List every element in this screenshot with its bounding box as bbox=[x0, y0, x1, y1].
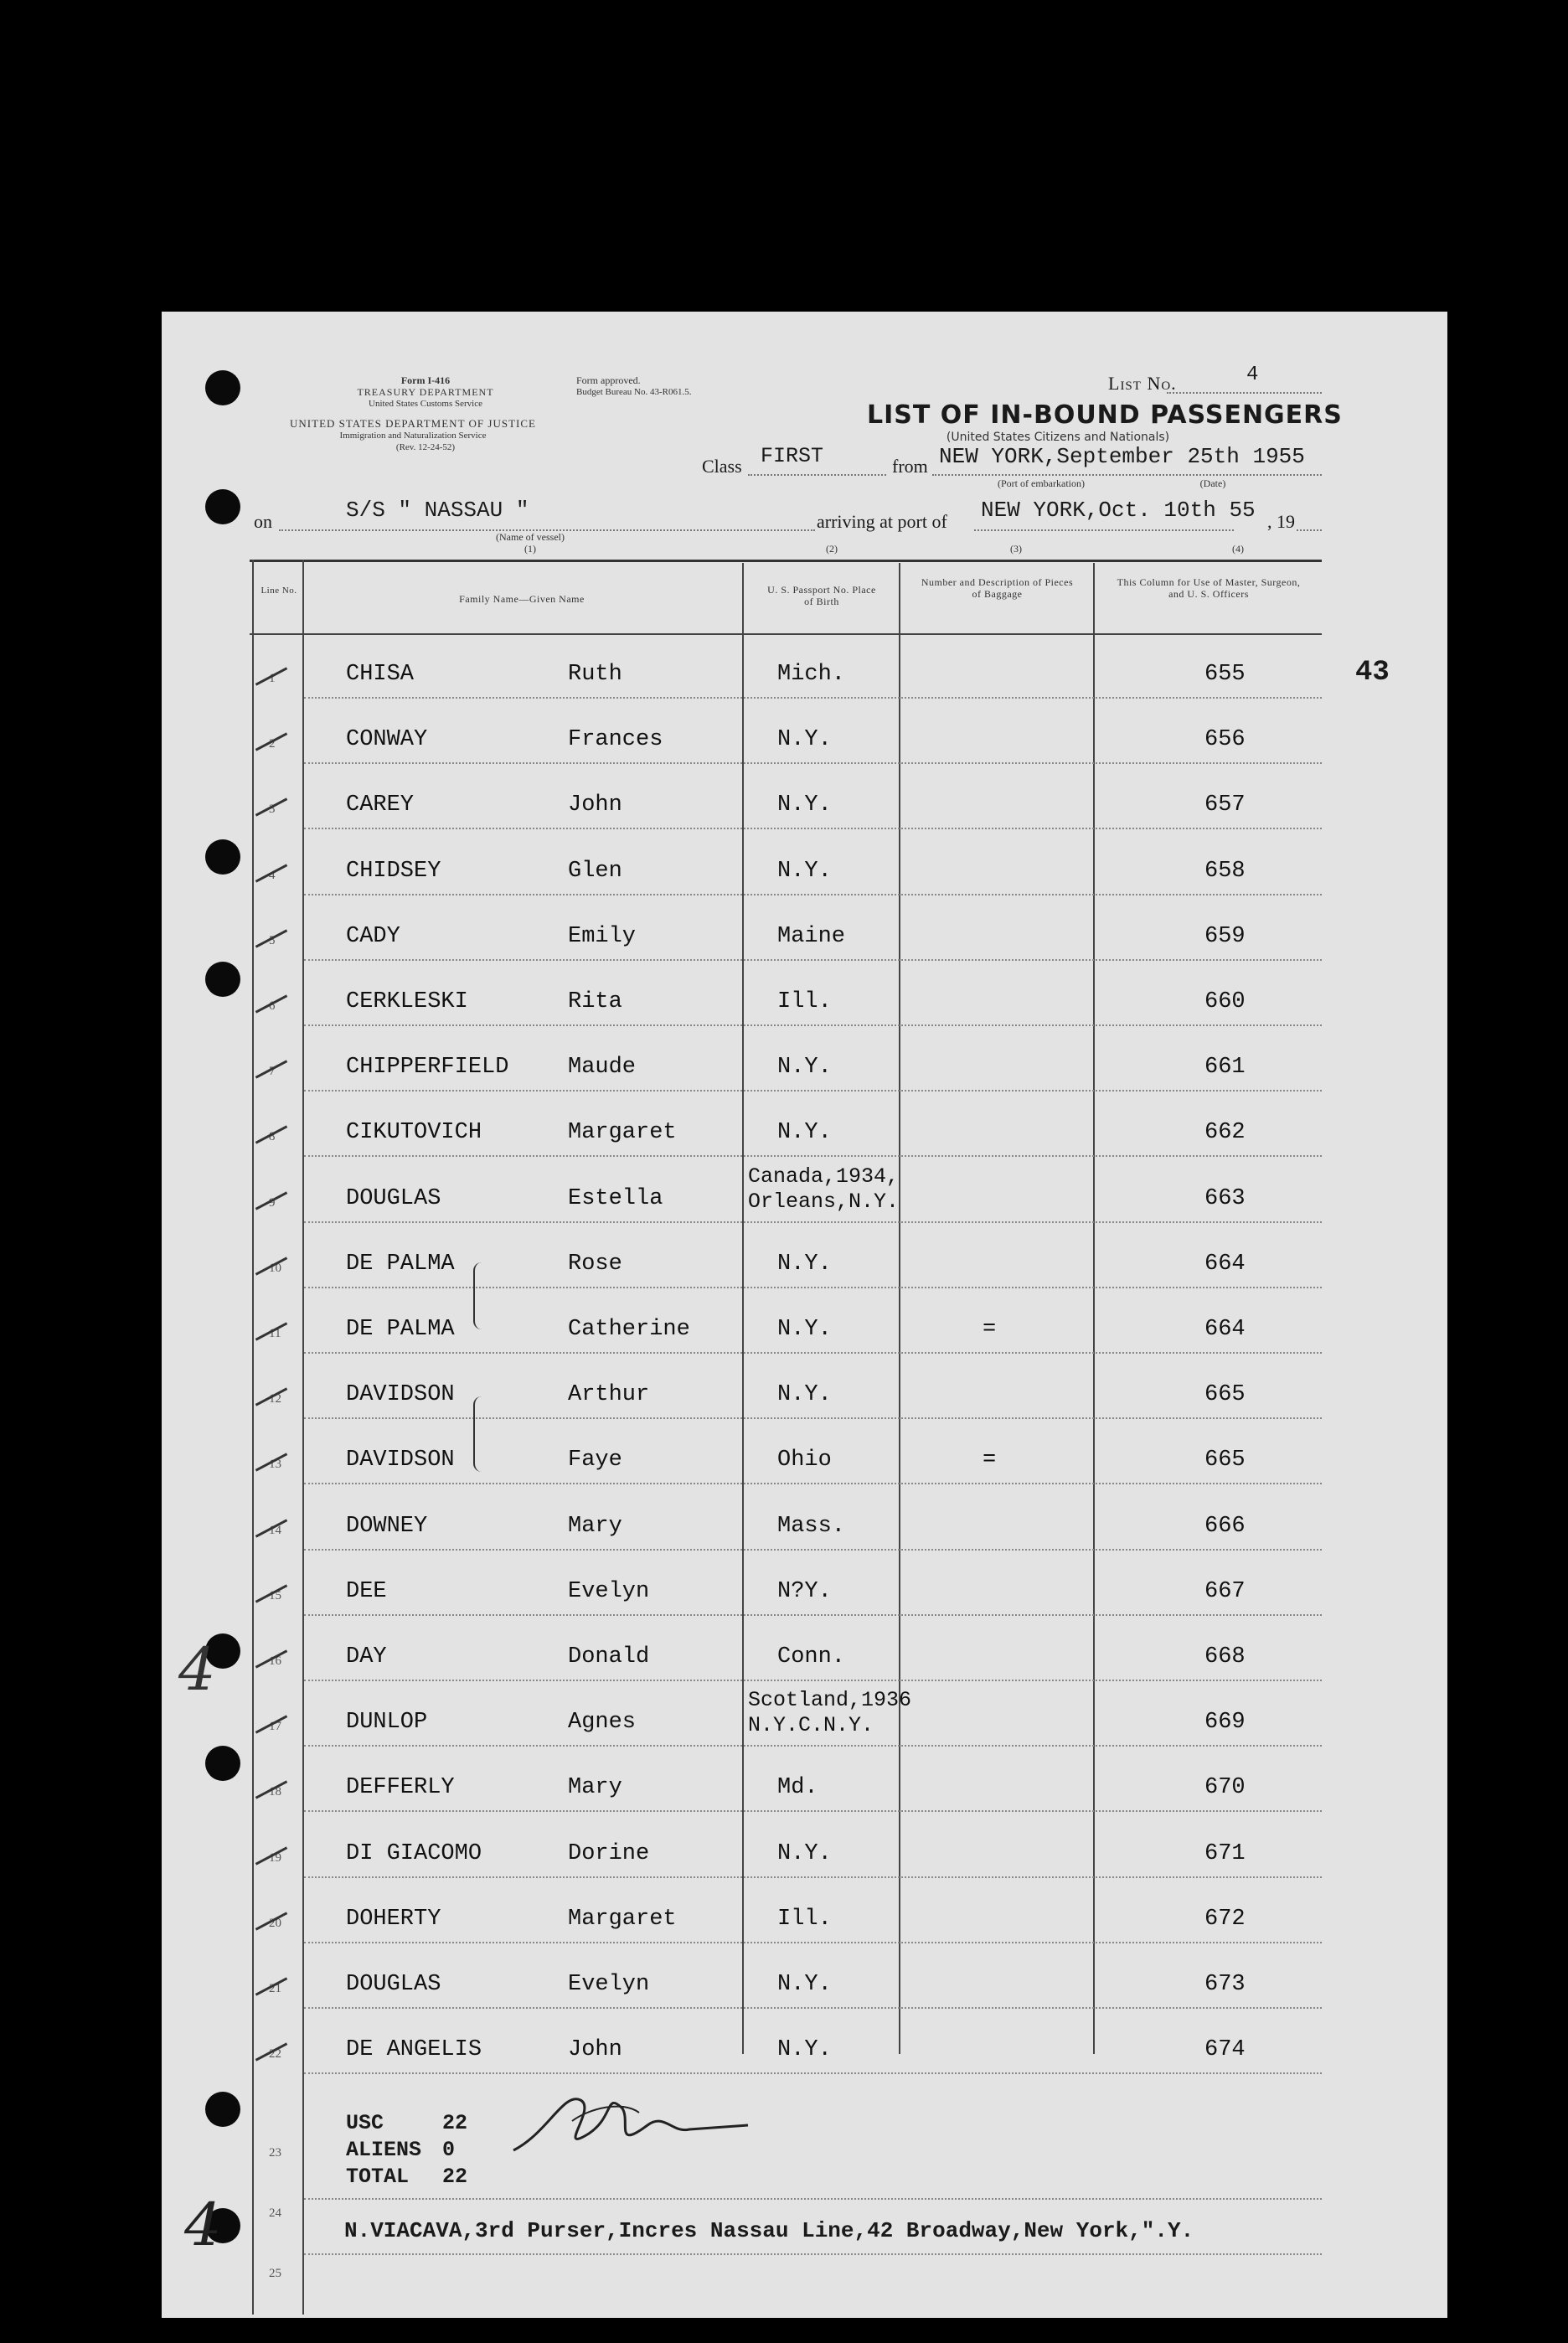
birth-place: N.Y. bbox=[777, 1317, 832, 1342]
total-label: TOTAL bbox=[346, 2165, 410, 2189]
line-number: 13 bbox=[269, 1458, 281, 1472]
treasury-dept: TREASURY DEPARTMENT bbox=[357, 386, 494, 398]
line-number: 2 bbox=[269, 737, 276, 751]
class-line bbox=[748, 474, 886, 476]
family-name: CHIPPERFIELD bbox=[346, 1055, 509, 1081]
given-name: Evelyn bbox=[568, 1972, 650, 1997]
given-name: Mary bbox=[568, 1775, 622, 1801]
officer-number: 661 bbox=[1204, 1055, 1246, 1081]
birth-place: N.Y. bbox=[777, 1972, 832, 1997]
baggage: = bbox=[983, 1317, 997, 1342]
officer-number: 674 bbox=[1204, 2037, 1246, 2063]
birth-place: Canada,1934, Orleans,N.Y. bbox=[748, 1164, 900, 1214]
birth-place: Md. bbox=[777, 1775, 818, 1801]
given-name: Rita bbox=[568, 989, 622, 1014]
line-number: 12 bbox=[269, 1392, 281, 1406]
line-number: 16 bbox=[269, 1654, 281, 1668]
officer-number: 655 bbox=[1204, 662, 1246, 687]
line-number: 7 bbox=[269, 1065, 276, 1079]
given-name: Dorine bbox=[568, 1840, 650, 1866]
line-number: 23 bbox=[269, 2146, 281, 2160]
arrival-value: NEW YORK,Oct. 10th 55 bbox=[981, 498, 1256, 523]
given-name: John bbox=[568, 792, 622, 818]
given-name: John bbox=[568, 2037, 622, 2063]
officer-number: 664 bbox=[1204, 1251, 1246, 1277]
table-row bbox=[162, 1288, 1447, 1354]
family-name: DE PALMA bbox=[346, 1251, 455, 1277]
margin-note: 43 bbox=[1355, 657, 1390, 689]
given-name: Frances bbox=[568, 727, 663, 753]
birth-place: N.Y. bbox=[777, 1251, 832, 1277]
class-label: Class bbox=[702, 456, 742, 477]
birth-place: Conn. bbox=[777, 1644, 846, 1670]
manifest-sheet bbox=[162, 312, 1447, 2318]
given-name: Margaret bbox=[568, 1120, 677, 1146]
family-name: DAVIDSON bbox=[346, 1448, 455, 1473]
family-name: CAREY bbox=[346, 792, 415, 818]
officer-number: 670 bbox=[1204, 1775, 1246, 1801]
from-line bbox=[932, 474, 1322, 476]
table-row bbox=[162, 764, 1447, 829]
birth-place: Ohio bbox=[777, 1448, 832, 1473]
family-name: DOHERTY bbox=[346, 1906, 441, 1932]
given-name: Agnes bbox=[568, 1710, 637, 1736]
officer-number: 673 bbox=[1204, 1972, 1246, 1997]
line-number: 24 bbox=[269, 2206, 281, 2220]
table-row bbox=[162, 633, 1447, 699]
usc-label: USC bbox=[346, 2111, 384, 2135]
officer-number: 672 bbox=[1204, 1906, 1246, 1932]
line-number: 1 bbox=[269, 672, 276, 685]
table-row bbox=[162, 2009, 1447, 2074]
table-row bbox=[162, 961, 1447, 1026]
customs-service: United States Customs Service bbox=[369, 399, 482, 409]
table-row bbox=[162, 830, 1447, 895]
family-bracket bbox=[473, 1262, 483, 1329]
line-number: 19 bbox=[269, 1850, 281, 1865]
officer-number: 671 bbox=[1204, 1840, 1246, 1866]
officer-number: 658 bbox=[1204, 858, 1246, 884]
birth-place: N.Y. bbox=[777, 1120, 832, 1146]
line-number: 9 bbox=[269, 1195, 276, 1210]
officer-number: 665 bbox=[1204, 1448, 1246, 1473]
family-name: CERKLESKI bbox=[346, 989, 468, 1014]
family-name: DE PALMA bbox=[346, 1317, 455, 1342]
port-embark-label: (Port of embarkation) bbox=[998, 477, 1085, 489]
family-bracket bbox=[473, 1396, 483, 1472]
line-number: 15 bbox=[269, 1588, 281, 1602]
given-name: Estella bbox=[568, 1185, 663, 1211]
family-name: DAY bbox=[346, 1644, 387, 1670]
line-number: 6 bbox=[269, 999, 276, 1013]
aliens-value: 0 bbox=[442, 2138, 456, 2162]
line-number: 11 bbox=[269, 1327, 281, 1340]
line-number: 5 bbox=[269, 933, 276, 947]
given-name: Emily bbox=[568, 923, 637, 949]
table-row bbox=[162, 1485, 1447, 1551]
family-name: CHIDSEY bbox=[346, 858, 441, 884]
birth-place: N.Y. bbox=[777, 792, 832, 818]
arrival-line bbox=[974, 529, 1234, 531]
usc-value: 22 bbox=[442, 2111, 468, 2135]
table-row bbox=[162, 1616, 1447, 1681]
total-value: 22 bbox=[442, 2165, 468, 2189]
on-label: on bbox=[254, 511, 272, 532]
punch-hole bbox=[205, 489, 240, 524]
from-label: from bbox=[892, 456, 928, 477]
vessel-label: (Name of vessel) bbox=[496, 531, 565, 543]
family-name: CIKUTOVICH bbox=[346, 1120, 482, 1146]
officer-number: 657 bbox=[1204, 792, 1246, 818]
given-name: Glen bbox=[568, 858, 622, 884]
line-number: 17 bbox=[269, 1720, 281, 1734]
row-rule bbox=[304, 2198, 1322, 2200]
column-num-4: (4) bbox=[1232, 543, 1244, 555]
table-row bbox=[162, 1419, 1447, 1484]
budget-bureau: Budget Bureau No. 43-R061.5. bbox=[576, 387, 692, 397]
officer-number: 662 bbox=[1204, 1120, 1246, 1146]
arriving-label: arriving at port of bbox=[817, 511, 947, 532]
table-row bbox=[162, 1813, 1447, 1878]
family-name: DAVIDSON bbox=[346, 1382, 455, 1408]
table-row bbox=[162, 1747, 1447, 1812]
family-name: DI GIACOMO bbox=[346, 1840, 482, 1866]
line-number: 8 bbox=[269, 1130, 276, 1144]
list-no-line bbox=[1167, 392, 1322, 394]
family-name: DOWNEY bbox=[346, 1513, 428, 1539]
given-name: Mary bbox=[568, 1513, 622, 1539]
list-no-value: 4 bbox=[1246, 364, 1259, 386]
birth-place: Maine bbox=[777, 923, 846, 949]
officer-number: 663 bbox=[1204, 1185, 1246, 1211]
line-number: 18 bbox=[269, 1785, 281, 1799]
officer-number: 666 bbox=[1204, 1513, 1246, 1539]
punch-hole bbox=[205, 370, 240, 405]
officer-number: 669 bbox=[1204, 1710, 1246, 1736]
col-header-passport: U. S. Passport No. Place of Birth bbox=[767, 584, 876, 607]
line-number: 21 bbox=[269, 1982, 281, 1995]
table-row bbox=[162, 1354, 1447, 1419]
ins-service: Immigration and Naturalization Service bbox=[339, 431, 487, 441]
list-no-label: List No. bbox=[1108, 373, 1177, 394]
table-row bbox=[162, 699, 1447, 764]
birth-place: Ill. bbox=[777, 1906, 832, 1932]
given-name: Rose bbox=[568, 1251, 622, 1277]
revision: (Rev. 12-24-52) bbox=[395, 442, 456, 452]
column-num-2: (2) bbox=[826, 543, 838, 555]
page-title: LIST OF IN-BOUND PASSENGERS bbox=[867, 400, 1343, 430]
column-num-3: (3) bbox=[1010, 543, 1022, 555]
class-value: FIRST bbox=[761, 444, 824, 468]
given-name: Catherine bbox=[568, 1317, 690, 1342]
aliens-label: ALIENS bbox=[346, 2138, 422, 2162]
line-number: 22 bbox=[269, 2047, 281, 2062]
year-line bbox=[1297, 529, 1322, 531]
birth-place: Scotland,1936 N.Y.C.N.Y. bbox=[748, 1688, 912, 1738]
purser-signature-line: N.VIACAVA,3rd Purser,Incres Nassau Line,42 Broadway,New York,".Y. bbox=[344, 2218, 1194, 2243]
birth-place: N.Y. bbox=[777, 727, 832, 753]
family-name: DEE bbox=[346, 1578, 387, 1604]
table-row bbox=[162, 1878, 1447, 1943]
officer-number: 664 bbox=[1204, 1317, 1246, 1342]
justice-dept: UNITED STATES DEPARTMENT OF JUSTICE bbox=[290, 417, 536, 430]
family-name: DEFFERLY bbox=[346, 1775, 455, 1801]
table-row bbox=[162, 1223, 1447, 1288]
officer-number: 665 bbox=[1204, 1382, 1246, 1408]
table-top-border bbox=[250, 560, 1322, 562]
line-number: 20 bbox=[269, 1916, 281, 1930]
column-num-1: (1) bbox=[524, 543, 536, 555]
line-number: 14 bbox=[269, 1523, 281, 1537]
page-subtitle: (United States Citizens and Nationals) bbox=[946, 431, 1170, 444]
birth-place: N.Y. bbox=[777, 1382, 832, 1408]
birth-place: N.Y. bbox=[777, 858, 832, 884]
family-name: CHISA bbox=[346, 662, 415, 687]
officer-number: 667 bbox=[1204, 1578, 1246, 1604]
birth-place: N.Y. bbox=[777, 1055, 832, 1081]
line-number: 4 bbox=[269, 868, 276, 882]
officer-number: 659 bbox=[1204, 923, 1246, 949]
birth-place: Mass. bbox=[777, 1513, 846, 1539]
signature-icon bbox=[497, 2075, 765, 2167]
table-row bbox=[162, 1943, 1447, 2009]
given-name: Evelyn bbox=[568, 1578, 650, 1604]
row-rule bbox=[304, 2253, 1322, 2255]
given-name: Margaret bbox=[568, 1906, 677, 1932]
year-suffix: , 19 bbox=[1267, 511, 1295, 532]
family-name: DOUGLAS bbox=[346, 1972, 441, 1997]
birth-place: N.Y. bbox=[777, 2037, 832, 2063]
birth-place: N.Y. bbox=[777, 1840, 832, 1866]
family-name: DE ANGELIS bbox=[346, 2037, 482, 2063]
line-number: 10 bbox=[269, 1261, 281, 1275]
birth-place: N?Y. bbox=[777, 1578, 832, 1604]
birth-place: Mich. bbox=[777, 662, 846, 687]
margin-mark: 4 bbox=[178, 1635, 216, 1704]
col-header-officers: This Column for Use of Master, Surgeon, and U. S. Officers bbox=[1117, 576, 1301, 600]
family-name: DOUGLAS bbox=[346, 1185, 441, 1211]
col-header-line-no: Line No. bbox=[260, 586, 297, 596]
given-name: Faye bbox=[568, 1448, 622, 1473]
form-number: Form I-416 bbox=[400, 374, 451, 386]
date-label: (Date) bbox=[1199, 477, 1226, 489]
officer-number: 656 bbox=[1204, 727, 1246, 753]
from-value: NEW YORK,September 25th 1955 bbox=[939, 444, 1305, 469]
officer-number: 668 bbox=[1204, 1644, 1246, 1670]
form-approved: Form approved. bbox=[576, 374, 641, 386]
col-header-name: Family Name—Given Name bbox=[459, 593, 585, 605]
table-row bbox=[162, 1551, 1447, 1616]
family-name: DUNLOP bbox=[346, 1710, 428, 1736]
given-name: Donald bbox=[568, 1644, 650, 1670]
given-name: Arthur bbox=[568, 1382, 650, 1408]
family-name: CADY bbox=[346, 923, 400, 949]
row-rule bbox=[304, 2072, 1322, 2074]
vessel-name: S/S " NASSAU " bbox=[346, 498, 529, 523]
officer-number: 660 bbox=[1204, 989, 1246, 1014]
col-header-baggage: Number and Description of Pieces of Baggage bbox=[921, 576, 1074, 600]
table-row bbox=[162, 1681, 1447, 1747]
birth-place: Ill. bbox=[777, 989, 832, 1014]
table-row bbox=[162, 1158, 1447, 1223]
family-name: CONWAY bbox=[346, 727, 428, 753]
table-row bbox=[162, 1092, 1447, 1157]
table-row bbox=[162, 1026, 1447, 1092]
given-name: Ruth bbox=[568, 662, 622, 687]
line-number: 3 bbox=[269, 803, 276, 817]
baggage: = bbox=[983, 1448, 997, 1473]
table-row bbox=[162, 895, 1447, 961]
line-number: 25 bbox=[269, 2267, 281, 2280]
margin-mark-bottom: 4 bbox=[184, 2191, 222, 2259]
punch-hole bbox=[205, 2092, 240, 2127]
given-name: Maude bbox=[568, 1055, 637, 1081]
